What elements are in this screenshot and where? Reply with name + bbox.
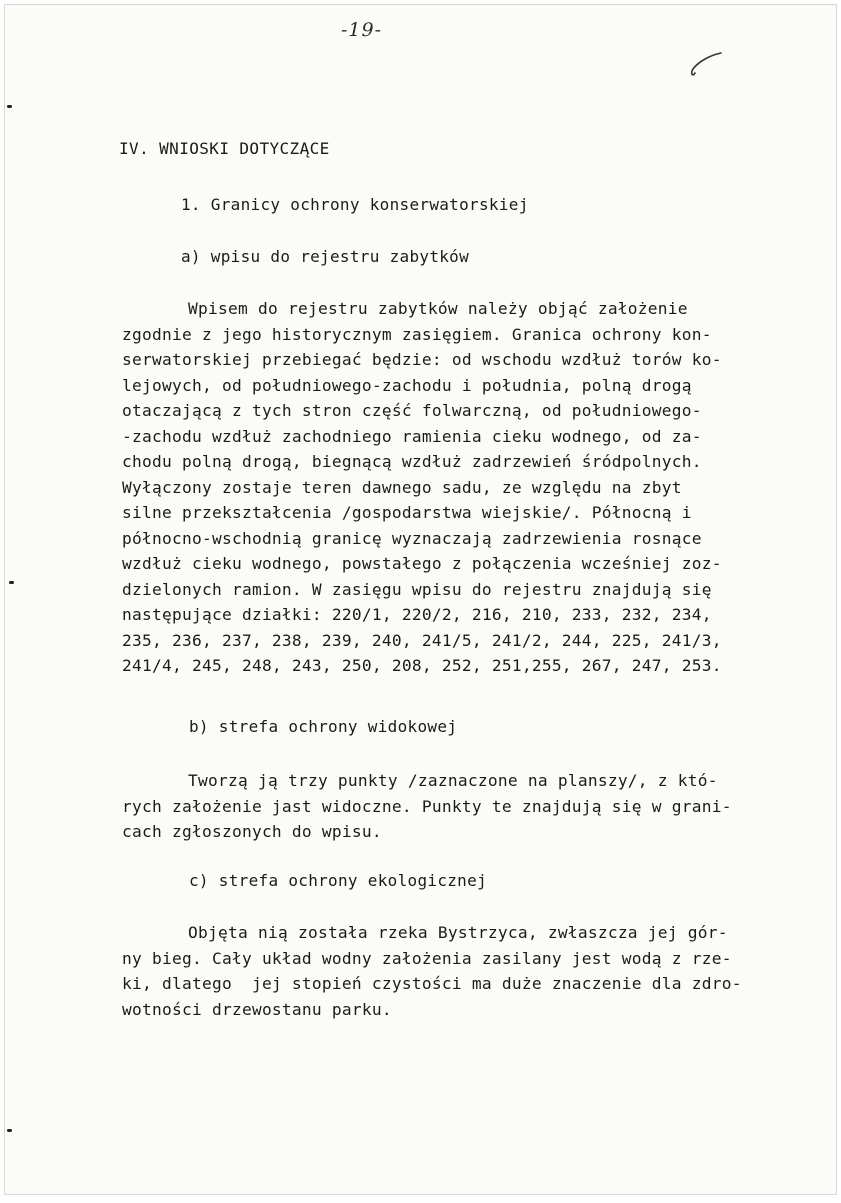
paragraph-line: cach zgłoszonych do wpisu. [122, 822, 382, 841]
paragraph-b [122, 768, 762, 845]
paragraph-line: rych założenie jast widoczne. Punkty te znajdują się w grani- [122, 796, 732, 816]
paragraph-line: 241/4, 245, 248, 243, 250, 208, 252, 251,255, 267, 247, 253. [122, 656, 722, 675]
paragraph-line: dzielonych ramion. W zasięgu wpisu do rejestru znajdują się [122, 579, 712, 599]
page-number: -19- [341, 19, 383, 41]
paragraph-line: Tworzą ją trzy punkty /zaznaczone na planszy/, z któ- [188, 771, 718, 790]
subsection-b-title: b) strefa ochrony widokowej [189, 717, 458, 736]
margin-mark [9, 581, 14, 584]
paragraph-line: ny bieg. Cały układ wodny założenia zasilany jest wodą z rze- [122, 948, 732, 968]
paragraph-line: następujące działki: 220/1, 220/2, 216, 210, 233, 232, 234, [122, 605, 712, 624]
paragraph-line: Wyłączony zostaje teren dawnego sadu, ze względu na zbyt [122, 477, 682, 497]
paragraph-line: północno-wschodnią granicę wyznaczają zadrzewienia rosnące [122, 528, 702, 548]
paragraph-c [122, 920, 762, 1022]
paragraph-line: serwatorskiej przebiegać będzie: od wschodu wzdłuż torów ko- [122, 350, 722, 369]
paragraph-line: wotności drzewostanu parku. [122, 999, 392, 1019]
subsection-c-title: c) strefa ochrony ekologicznej [189, 871, 487, 890]
paragraph-line: lejowych, od południowego-zachodu i południa, polną drogą [122, 375, 692, 395]
margin-mark [7, 1129, 12, 1132]
paragraph-line: silne przekształcenia /gospodarstwa wiejskie/. Północną i [122, 503, 692, 522]
section-1-title: 1. Granicy ochrony konserwatorskiej [181, 195, 529, 214]
paragraph-line: Wpisem do rejestru zabytków należy objąć założenie [188, 299, 688, 318]
paragraph-line: zgodnie z jego historycznym zasięgiem. Granica ochrony kon- [122, 324, 712, 344]
subsection-a-title: a) wpisu do rejestru zabytków [181, 247, 470, 266]
paragraph-line: otaczającą z tych stron część folwarczną, od południowego- [122, 401, 702, 420]
paragraph-line: 235, 236, 237, 238, 239, 240, 241/5, 241/2, 244, 225, 241/3, [122, 630, 722, 650]
paragraph-line: -zachodu wzdłuż zachodniego ramienia cieku wodnego, od za- [122, 426, 702, 446]
paragraph-line: wzdłuż cieku wodnego, powstałego z połączenia wcześniej zoz- [122, 554, 722, 573]
paragraph-line: ki, dlatego jej stopień czystości ma duże znaczenie dla zdro- [122, 974, 742, 993]
handwritten-mark-icon [681, 49, 725, 81]
section-heading: IV. WNIOSKI DOTYCZĄCE [119, 139, 330, 158]
paragraph-line: chodu polną drogą, biegnącą wzdłuż zadrzewień śródpolnych. [122, 452, 702, 471]
document-page [4, 4, 837, 1195]
paragraph-line: Objęta nią została rzeka Bystrzyca, zwłaszcza jej gór- [188, 923, 728, 942]
margin-mark [7, 105, 12, 108]
paragraph-a [122, 296, 762, 679]
